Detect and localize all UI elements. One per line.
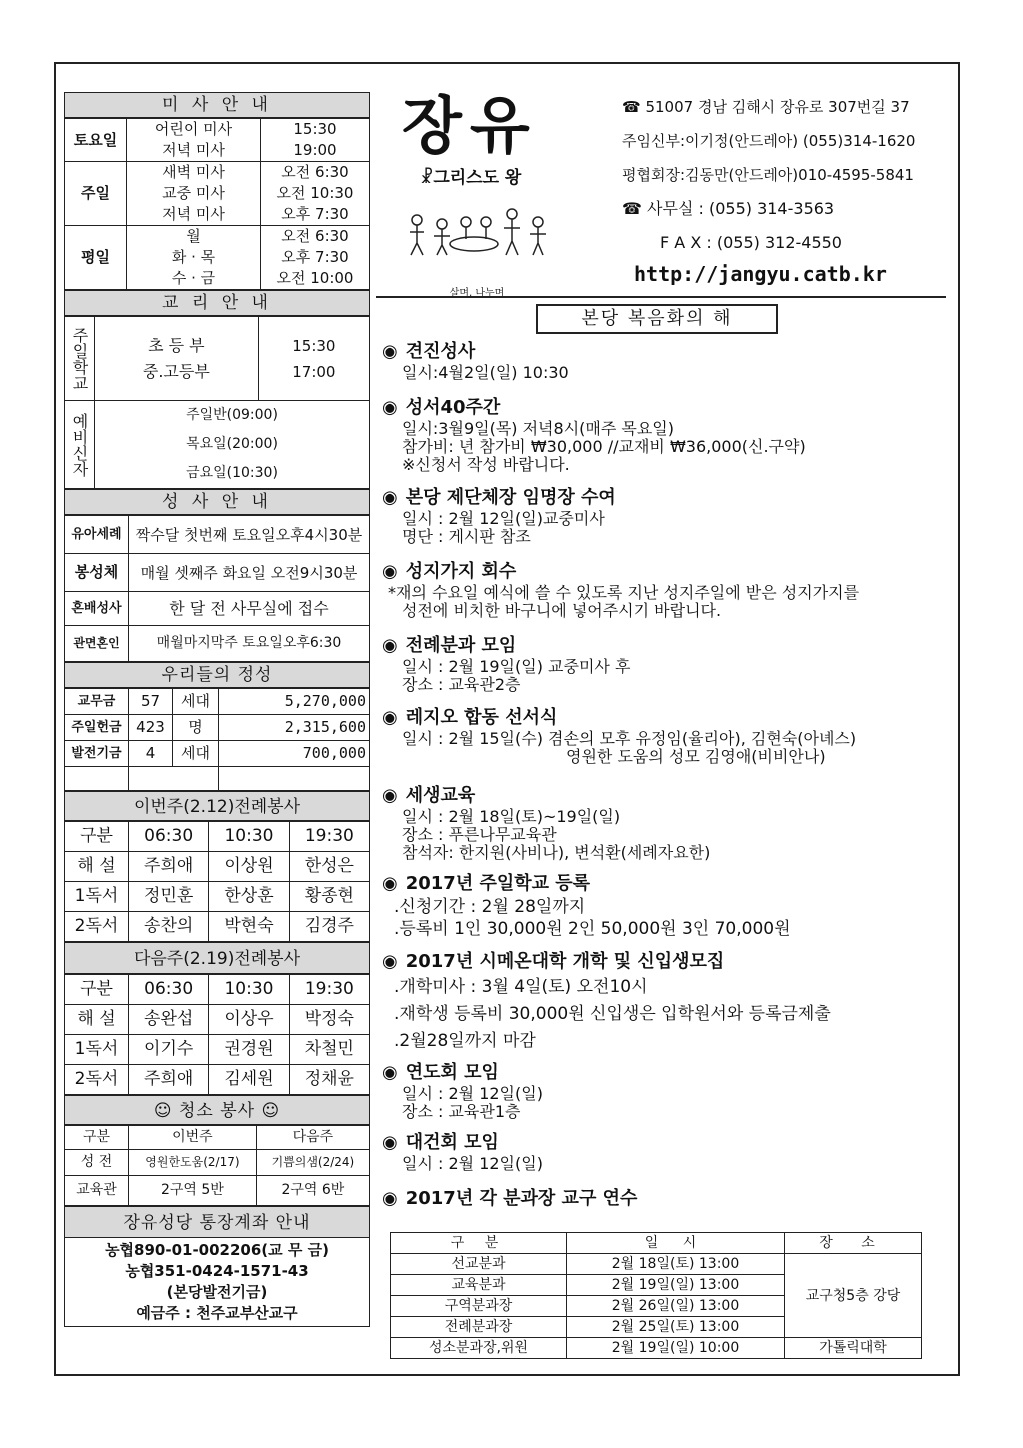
sacrament-header: 성 사 안 내 <box>64 489 370 515</box>
sacrament-label: 혼배성사 <box>65 592 129 626</box>
col-header: 19:30 <box>289 822 369 852</box>
school-time: 15:30 <box>292 336 336 355</box>
course-date: 2월 18일(토) 13:00 <box>567 1254 785 1275</box>
cleaning-group: 영원한도움(2/17) <box>129 1150 257 1176</box>
this-week-header: 이번주(2.12)전례봉사 <box>64 791 370 821</box>
notice-line: .개학미사 : 3월 4일(토) 오전10시 <box>394 977 648 997</box>
notice-line: 일시 : 2월 15일(수) 겸손의 모후 유정임(율리아), 김현숙(아녜스) <box>402 729 857 748</box>
mass-header: 미 사 안 내 <box>64 92 370 118</box>
mass-day: 토요일 <box>65 119 127 162</box>
bullet-icon: ◉ <box>382 397 398 418</box>
notice-line: .신청기간 : 2월 28일까지 <box>394 897 586 917</box>
server-name: 주희애 <box>129 852 209 882</box>
notice-item <box>382 486 942 546</box>
sharing-illustration <box>402 200 552 299</box>
notice-title: 성지가지 회수 <box>405 561 517 582</box>
pastor-line: 주임신부:이기정(안드레아) (055)314-1620 <box>622 132 916 150</box>
mass-item: 월 <box>186 227 201 245</box>
notice-line: 장소 : 교육관2층 <box>402 675 521 694</box>
server-name: 한성은 <box>289 852 369 882</box>
offering-count: 4 <box>129 741 173 767</box>
area-label: 성 전 <box>65 1150 129 1176</box>
notice-line: *재의 수요일 예식에 쓸 수 있도록 지난 성지주일에 받은 성지가지를 <box>388 583 860 602</box>
mass-time: 오후 7:30 <box>281 248 349 266</box>
role-label: 해 설 <box>65 1005 129 1035</box>
role-label: 2독서 <box>65 912 129 942</box>
offering-label: 교무금 <box>65 689 129 715</box>
mass-item: 수 · 금 <box>171 269 216 287</box>
mass-item: 저녁 미사 <box>162 141 225 159</box>
doctrine-header: 교 리 안 내 <box>64 290 370 316</box>
mass-time: 15:30 <box>293 120 337 138</box>
notice-line: 참석자: 한지원(사비나), 변석환(세례자요한) <box>402 843 711 862</box>
notice-title: 전례분과 모임 <box>405 635 517 656</box>
notice-title: 2017년 시메온대학 개학 및 신입생모집 <box>405 951 725 972</box>
notice-title: 레지오 합동 선서식 <box>405 707 558 728</box>
mass-item: 교중 미사 <box>162 184 225 202</box>
col-header: 19:30 <box>289 975 369 1005</box>
notice-item <box>382 784 942 862</box>
course-division: 성소분과장,위원 <box>391 1338 567 1359</box>
notice-item <box>382 634 942 694</box>
cleaning-group: 2구역 5반 <box>129 1176 257 1206</box>
notice-line: 명단 : 게시판 참조 <box>402 527 531 546</box>
col-header: 장 소 <box>785 1233 922 1254</box>
server-name: 김세원 <box>209 1065 289 1095</box>
server-name: 황종현 <box>289 882 369 912</box>
course-date: 2월 19일(일) 13:00 <box>567 1275 785 1296</box>
col-header: 이번주 <box>129 1126 257 1150</box>
course-date: 2월 25일(토) 13:00 <box>567 1317 785 1338</box>
president-line: 평협회장:김동만(안드레아)010-4595-5841 <box>622 166 914 184</box>
server-name: 이상우 <box>209 1005 289 1035</box>
notice-line: .2월28일까지 마감 <box>394 1031 536 1051</box>
notice-item <box>382 1061 942 1121</box>
catechumen-class: 주일반(09:00) <box>186 407 278 423</box>
offering-unit: 세대 <box>173 689 219 715</box>
notice-item <box>382 706 942 766</box>
offering-amount: 700,000 <box>219 741 370 767</box>
bullet-icon: ◉ <box>382 1132 398 1153</box>
catechumen-class: 목요일(20:00) <box>186 436 278 452</box>
offering-unit: 세대 <box>173 741 219 767</box>
office-phone: 사무실 : (055) 314-3563 <box>647 199 835 218</box>
account-line: (본당발전기금) <box>166 1283 268 1301</box>
notice-line: 장소 : 푸른나무교육관 <box>402 825 557 844</box>
mass-item: 화 · 목 <box>171 248 216 266</box>
account-info <box>64 1238 370 1327</box>
school-time: 17:00 <box>292 362 336 381</box>
catechumen-class: 금요일(10:30) <box>186 465 278 481</box>
this-week-table <box>64 821 370 942</box>
notice-line: 일시 : 2월 19일(일) 교중미사 후 <box>402 657 631 676</box>
notice-line: 일시 : 2월 18일(토)~19일(일) <box>402 807 621 826</box>
col-header: 06:30 <box>129 975 209 1005</box>
bullet-icon: ◉ <box>382 1188 398 1209</box>
bullet-icon: ◉ <box>382 951 398 972</box>
account-line: 농협890-01-002206(교 무 금) <box>105 1241 329 1259</box>
sacrament-value: 짝수달 첫번째 토요일오후4시30분 <box>129 516 370 554</box>
col-header: 구분 <box>65 975 129 1005</box>
server-name: 박현숙 <box>209 912 289 942</box>
notice-item <box>382 1187 942 1211</box>
server-name: 이기수 <box>129 1035 209 1065</box>
col-header: 구분 <box>65 822 129 852</box>
sacrament-label: 유아세례 <box>65 516 129 554</box>
offering-amount: 5,270,000 <box>219 689 370 715</box>
sacrament-value: 매월마지막주 토요일오후6:30 <box>129 626 370 662</box>
offering-label: 주일헌금 <box>65 715 129 741</box>
left-column <box>64 92 370 1327</box>
cleaning-group: 기쁨의샘(2/24) <box>256 1150 369 1176</box>
mass-table <box>64 118 370 290</box>
notice-item <box>382 560 942 620</box>
role-label: 해 설 <box>65 852 129 882</box>
role-label: 2독서 <box>65 1065 129 1095</box>
mass-item: 새벽 미사 <box>162 163 225 181</box>
notice-item <box>382 340 942 382</box>
col-header: 10:30 <box>209 822 289 852</box>
account-header: 장유성당 통장계좌 안내 <box>64 1206 370 1238</box>
offering-count: 57 <box>129 689 173 715</box>
parish-subtitle: ☧그리스도 왕 <box>420 168 522 188</box>
next-week-table <box>64 974 370 1095</box>
server-name: 이상원 <box>209 852 289 882</box>
address: 51007 경남 김해시 장유로 307번길 37 <box>645 98 910 116</box>
school-class: 초 등 부 <box>148 335 205 355</box>
course-division: 구역분과장 <box>391 1296 567 1317</box>
divider <box>376 296 946 298</box>
bullet-icon: ◉ <box>382 635 398 656</box>
bullet-icon: ◉ <box>382 561 398 582</box>
course-date: 2월 26일(일) 13:00 <box>567 1296 785 1317</box>
server-name: 송완섭 <box>129 1005 209 1035</box>
notice-item <box>382 950 942 1055</box>
server-name: 한상훈 <box>209 882 289 912</box>
telephone-icon: ☎ <box>622 199 642 218</box>
offering-table <box>64 688 370 791</box>
account-holder: 예금주 : 천주교부산교구 <box>136 1304 298 1322</box>
server-name: 정채윤 <box>289 1065 369 1095</box>
server-name: 정민훈 <box>129 882 209 912</box>
bullet-icon: ◉ <box>382 487 398 508</box>
contact-block <box>622 90 915 260</box>
next-week-header: 다음주(2.19)전례봉사 <box>64 942 370 974</box>
catechumen-label: 예비신자 <box>65 401 95 489</box>
notice-line: 일시:4월2일(일) 10:30 <box>402 363 569 382</box>
course-table <box>390 1232 922 1359</box>
notice-line: 일시 : 2월 12일(일) <box>402 1084 543 1103</box>
mass-time: 19:00 <box>293 141 337 159</box>
sacrament-table <box>64 515 370 662</box>
mass-day: 평일 <box>65 226 127 290</box>
notice-title: 성서40주간 <box>405 397 501 418</box>
notice-line: 일시:3월9일(목) 저녁8시(매주 목요일) <box>402 419 674 438</box>
parish-title: 장유 <box>402 89 538 162</box>
col-header: 구 분 <box>391 1233 567 1254</box>
course-division: 선교분과 <box>391 1254 567 1275</box>
notice-item <box>382 1131 942 1173</box>
col-header: 10:30 <box>209 975 289 1005</box>
course-date: 2월 19일(일) 10:00 <box>567 1338 785 1359</box>
illustration-caption: 살며, 나누며 <box>449 288 505 299</box>
mass-item: 어린이 미사 <box>154 120 233 138</box>
offering-header: 우리들의 정성 <box>64 662 370 688</box>
sacrament-value: 매월 셋째주 화요일 오전9시30분 <box>129 554 370 592</box>
server-name: 차철민 <box>289 1035 369 1065</box>
server-name: 김경주 <box>289 912 369 942</box>
bullet-icon: ◉ <box>382 707 398 728</box>
notice-title: 본당 제단체장 임명장 수여 <box>405 487 616 508</box>
server-name: 박정숙 <box>289 1005 369 1035</box>
cleaning-group: 2구역 6반 <box>256 1176 369 1206</box>
mass-day: 주일 <box>65 162 127 226</box>
col-header: 다음주 <box>256 1126 369 1150</box>
notice-title: 연도회 모임 <box>405 1062 499 1083</box>
course-table-wrap <box>390 1232 922 1359</box>
empty-cell <box>219 767 370 791</box>
server-name: 권경원 <box>209 1035 289 1065</box>
notice-line: 참가비: 년 참가비 ₩30,000 //교재비 ₩36,000(신.구약) <box>402 437 806 456</box>
mass-time: 오전 10:00 <box>276 269 354 287</box>
course-place: 가톨릭대학 <box>785 1338 922 1359</box>
role-label: 1독서 <box>65 882 129 912</box>
cleaning-table <box>64 1125 370 1206</box>
notice-item <box>382 872 942 940</box>
school-class: 중.고등부 <box>142 361 210 381</box>
notice-line: 영원한 도움의 성모 김영애(비비안나) <box>566 747 826 766</box>
notice-title: 2017년 각 분과장 교구 연수 <box>405 1188 638 1209</box>
cleaning-header: ☺ 청소 봉사 ☺ <box>64 1095 370 1125</box>
offering-label: 발전기금 <box>65 741 129 767</box>
bullet-icon: ◉ <box>382 1062 398 1083</box>
col-header: 일 시 <box>567 1233 785 1254</box>
bullet-icon: ◉ <box>382 785 398 806</box>
doctrine-table <box>64 316 370 489</box>
area-label: 교육관 <box>65 1176 129 1206</box>
bullet-icon: ◉ <box>382 873 398 894</box>
account-line: 농협351-0424-1571-43 <box>125 1262 309 1280</box>
empty-cell <box>65 767 129 791</box>
notice-line: .재학생 등록비 30,000원 신입생은 입학원서와 등록금제출 <box>394 1004 831 1024</box>
website-link[interactable]: http://jangyu.catb.kr <box>634 262 887 286</box>
notice-title: 세생교육 <box>405 785 476 806</box>
course-place: 교구청5층 강당 <box>785 1254 922 1338</box>
notice-line: .등록비 1인 30,000원 2인 50,000원 3인 70,000원 <box>394 919 791 939</box>
sacrament-value: 한 달 전 사무실에 접수 <box>129 592 370 626</box>
sacrament-label: 봉성체 <box>65 554 129 592</box>
notice-list <box>382 340 942 1217</box>
course-division: 교육분과 <box>391 1275 567 1296</box>
year-theme: 본당 복음화의 해 <box>536 304 778 334</box>
server-name: 송찬의 <box>129 912 209 942</box>
notice-line: 장소 : 교육관1층 <box>402 1102 521 1121</box>
fax-line: F A X : (055) 312-4550 <box>660 233 842 252</box>
offering-unit: 명 <box>173 715 219 741</box>
notice-title: 대건회 모임 <box>405 1132 499 1153</box>
offering-amount: 2,315,600 <box>219 715 370 741</box>
col-header: 구분 <box>65 1126 129 1150</box>
server-name: 주희애 <box>129 1065 209 1095</box>
sacrament-label: 관면혼인 <box>65 626 129 662</box>
mass-item: 저녁 미사 <box>162 205 225 223</box>
sunday-school-label: 주일학교 <box>65 317 95 401</box>
phone-icon: ☎ <box>622 98 641 116</box>
notice-line: 일시 : 2월 12일(일) <box>402 1154 543 1173</box>
bullet-icon: ◉ <box>382 341 398 362</box>
col-header: 06:30 <box>129 822 209 852</box>
mass-time: 오전 6:30 <box>281 227 349 245</box>
notice-line: ※신청서 작성 바랍니다. <box>402 455 570 474</box>
notice-line: 일시 : 2월 12일(일)교중미사 <box>402 509 605 528</box>
offering-count: 423 <box>129 715 173 741</box>
mass-time: 오전 6:30 <box>281 163 349 181</box>
notice-title: 견진성사 <box>405 341 476 362</box>
mass-time: 오전 10:30 <box>276 184 354 202</box>
notice-item <box>382 396 942 474</box>
course-division: 전례분과장 <box>391 1317 567 1338</box>
mass-time: 오후 7:30 <box>281 205 349 223</box>
empty-cell <box>129 767 219 791</box>
notice-title: 2017년 주일학교 등록 <box>405 873 591 894</box>
notice-line: 성전에 비치한 바구니에 넣어주시기 바랍니다. <box>402 601 722 620</box>
role-label: 1독서 <box>65 1035 129 1065</box>
